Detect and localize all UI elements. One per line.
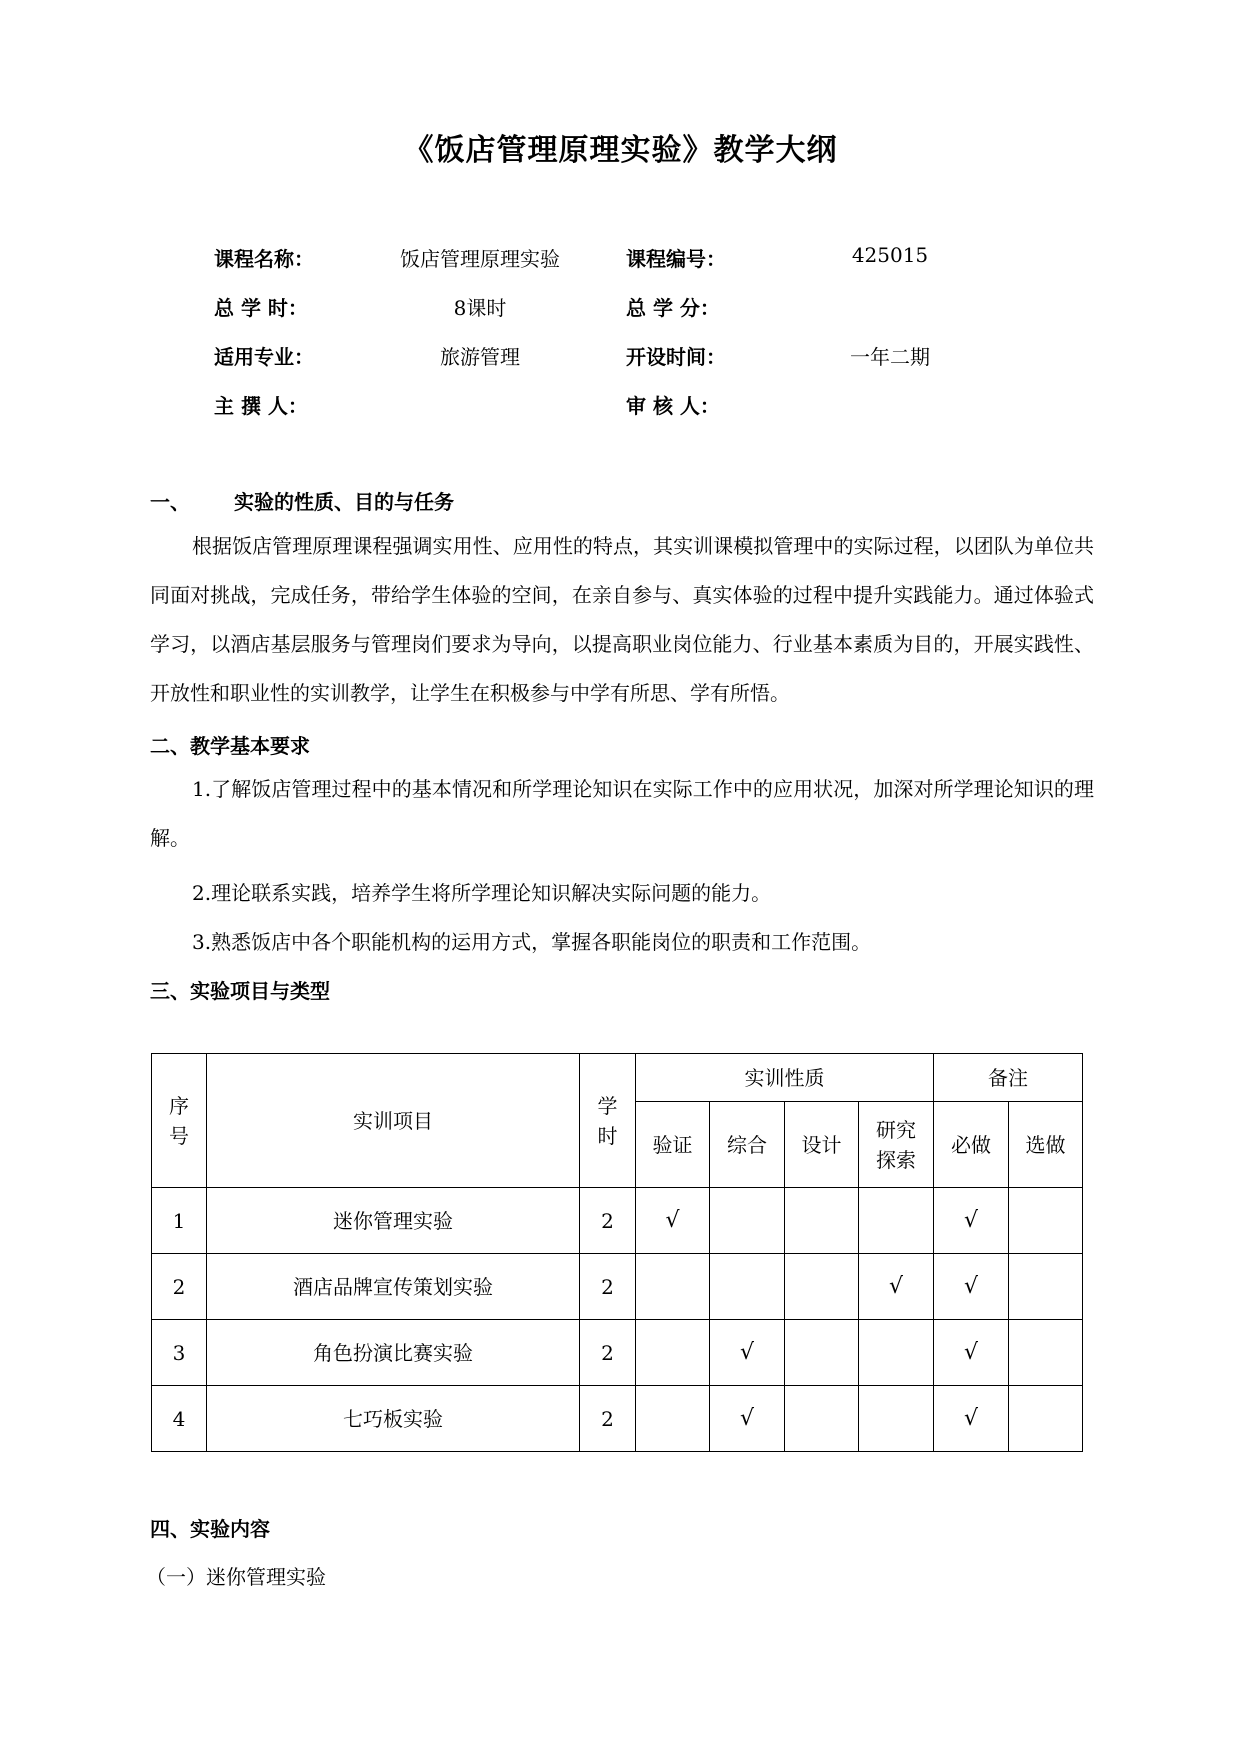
section4-title: 四、实验内容	[150, 1517, 270, 1541]
table-row: 3 角色扮演比赛实验 2 √ √	[152, 1320, 1083, 1386]
author-label: 主 撰 人：	[214, 394, 308, 418]
section1-body: 根据饭店管理原理课程强调实用性、应用性的特点，其实训课模拟管理中的实际过程，以团队为单位共同面对挑战，完成任务，带给学生体验的空间，在亲自参与、真实体验的过程中提升实践能力。通过体验式学习，以酒店基层服务与管理岗们要求为导向，以提高职业岗位能力、行业基本素质为目的，开展实践性、开放性和职业性的实训教学，让学生在积极参与中学有所思、学有所悟。	[150, 534, 1094, 705]
header-verify: 验证	[636, 1102, 710, 1188]
term-value: 一年二期	[850, 345, 930, 369]
header-project: 实训项目	[207, 1054, 580, 1188]
header-nature: 实训性质	[636, 1054, 934, 1102]
total-hours-label: 总 学 时：	[214, 296, 308, 320]
course-code-label: 课程编号：	[626, 247, 726, 271]
section3-title: 三、实验项目与类型	[150, 979, 330, 1003]
table-row: 1 迷你管理实验 2 √ √	[152, 1188, 1083, 1254]
header-research: 研究探索	[859, 1102, 934, 1188]
requirement-item-3: 3.熟悉饭店中各个职能机构的运用方式，掌握各职能岗位的职责和工作范围。	[192, 930, 872, 954]
table-row: 2 酒店品牌宣传策划实验 2 √ √	[152, 1254, 1083, 1320]
major-value: 旅游管理	[440, 345, 520, 369]
course-name-label: 课程名称：	[214, 247, 314, 271]
course-name-value: 饭店管理原理实验	[400, 247, 560, 271]
major-label: 适用专业：	[214, 345, 314, 369]
page-title: 《饭店管理原理实验》教学大纲	[403, 133, 838, 168]
section2-title: 二、教学基本要求	[150, 734, 310, 758]
total-credits-label: 总 学 分：	[626, 296, 720, 320]
header-optional: 选做	[1009, 1102, 1083, 1188]
course-code-value: 425015	[851, 243, 929, 267]
requirement-item-1: 1.了解饭店管理过程中的基本情况和所学理论知识在实际工作中的应用状况，加深对所学理论知识的理解。	[150, 777, 1094, 850]
header-remark: 备注	[934, 1054, 1083, 1102]
requirement-item-2: 2.理论联系实践，培养学生将所学理论知识解决实际问题的能力。	[192, 881, 772, 905]
header-required: 必做	[934, 1102, 1009, 1188]
header-comprehensive: 综合	[710, 1102, 785, 1188]
header-hours: 学时	[580, 1054, 636, 1188]
reviewer-label: 审 核 人：	[626, 394, 720, 418]
header-seq: 序号	[152, 1054, 207, 1188]
header-design: 设计	[785, 1102, 859, 1188]
experiment-table	[151, 1053, 1083, 1452]
section1-title: 实验的性质、目的与任务	[234, 490, 454, 514]
table-row: 4 七巧板实验 2 √ √	[152, 1386, 1083, 1452]
term-label: 开设时间：	[626, 345, 726, 369]
section1-number: 一、	[150, 490, 190, 514]
total-hours-value: 8课时	[453, 296, 507, 320]
section4-subheading: （一）迷你管理实验	[146, 1565, 326, 1589]
